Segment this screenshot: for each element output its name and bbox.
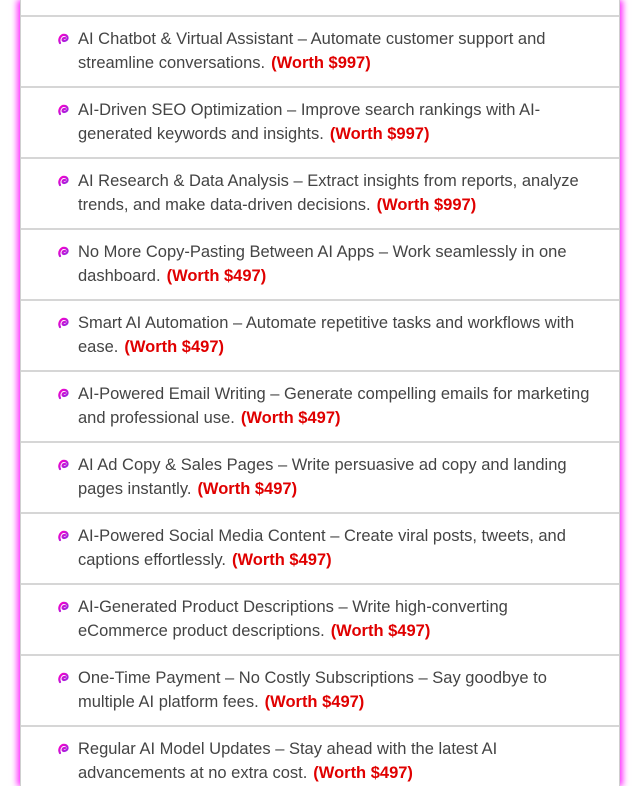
worth-value: (Worth $497) [124,338,225,356]
feature-text: AI-Powered Social Media Content – Create viral posts, tweets, and captions effortlessly. [78,527,566,569]
worth-value: (Worth $497) [231,551,332,569]
worth-value: (Worth $497) [313,764,413,782]
feature-item [21,585,619,656]
feature-text: One-Time Payment – No Costly Subscriptions – Say goodbye to multiple AI platform fees. [78,669,547,711]
swirl-icon [57,742,71,756]
swirl-icon [57,458,71,472]
feature-item [21,88,619,159]
feature-list-panel [20,0,620,786]
swirl-icon [57,174,71,188]
feature-text: AI Research & Data Analysis – Extract insights from reports, analyze trends, and make data-driven decisions. [78,172,579,214]
feature-text: AI Ad Copy & Sales Pages – Write persuasive ad copy and landing pages instantly. [78,456,567,498]
swirl-icon [57,32,71,46]
feature-text: AI-Powered Email Writing – Generate compelling emails for marketing and professional use. [78,385,590,427]
worth-value: (Worth $497) [166,267,267,285]
feature-text: AI-Driven SEO Optimization – Improve search rankings with AI-generated keywords and insights. [78,101,541,143]
feature-item [21,727,619,786]
feature-item [21,656,619,727]
swirl-icon [57,529,71,543]
feature-text: AI-Generated Product Descriptions – Write high-converting eCommerce product descriptions. [78,598,508,640]
feature-item [21,301,619,372]
swirl-icon [57,316,71,330]
swirl-icon [57,103,71,117]
feature-item [21,17,619,88]
feature-text: AI Chatbot & Virtual Assistant – Automate customer support and streamline conversations. [78,30,546,72]
worth-value: (Worth $997) [376,196,477,214]
feature-text: No More Copy-Pasting Between AI Apps – Work seamlessly in one dashboard. [78,243,567,285]
worth-value: (Worth $497) [330,622,431,640]
swirl-icon [57,600,71,614]
worth-value: (Worth $997) [329,125,430,143]
worth-value: (Worth $497) [197,480,298,498]
worth-value: (Worth $497) [264,693,365,711]
feature-text: Regular AI Model Updates – Stay ahead with the latest AI advancements at no extra cost. [78,740,498,782]
feature-item [21,372,619,443]
feature-item [21,230,619,301]
feature-item [21,159,619,230]
previous-item-edge [21,0,619,17]
swirl-icon [57,387,71,401]
feature-item [21,443,619,514]
feature-text: Smart AI Automation – Automate repetitive tasks and workflows with ease. [78,314,575,356]
worth-value: (Worth $497) [240,409,341,427]
worth-value: (Worth $997) [271,54,371,72]
feature-item [21,514,619,585]
swirl-icon [57,671,71,685]
swirl-icon [57,245,71,259]
